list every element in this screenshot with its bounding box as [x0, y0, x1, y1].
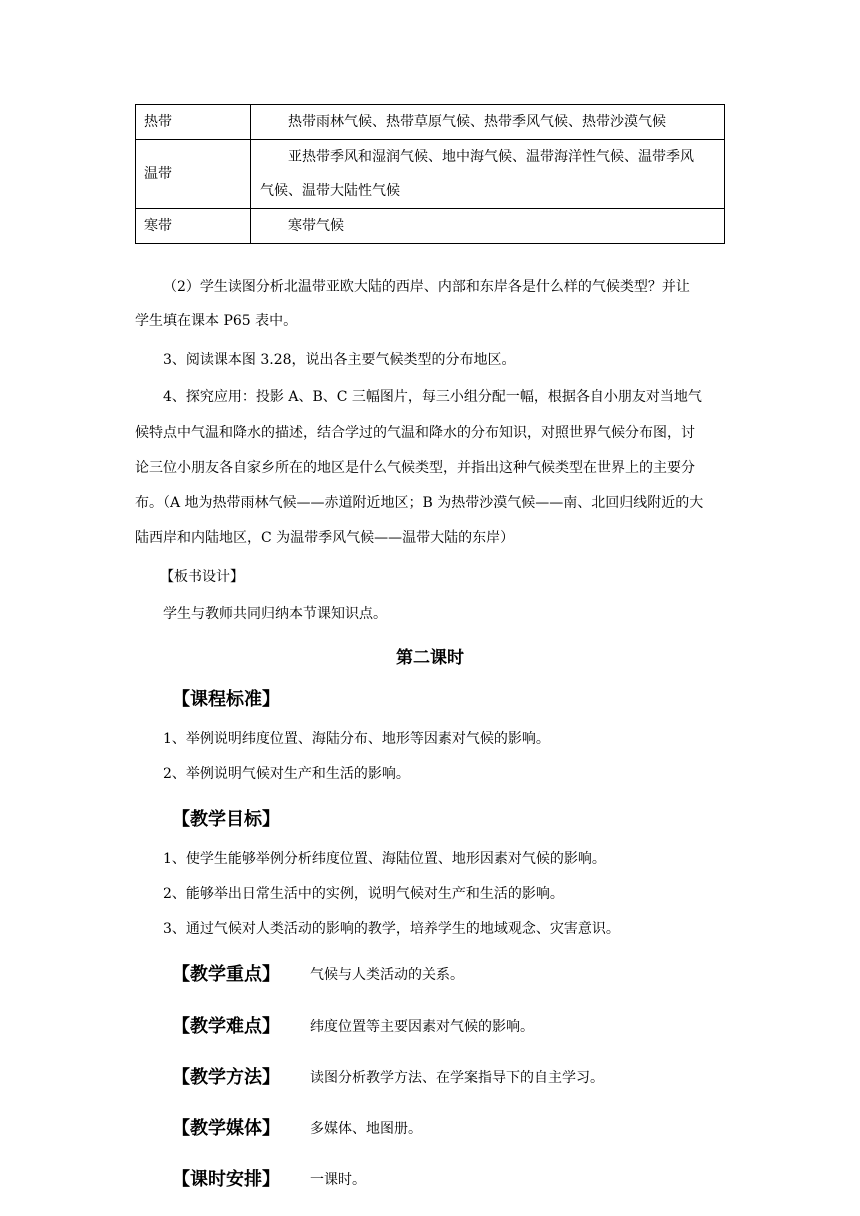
climate-types-text: 热带雨林气候、热带草原气候、热带季风气候、热带沙漠气候 — [288, 114, 666, 130]
lesson-title: 第二课时 — [396, 648, 464, 668]
paragraph-line: 论三位小朋友各自家乡所在的地区是什么气候类型，并指出这种气候类型在世界上的主要分 — [135, 460, 695, 476]
paragraph-line: 布。（A 地为热带雨林气候——赤道附近地区；B 为热带沙漠气候——南、北回归线附近的大 — [135, 495, 704, 511]
paragraph-line: 3、阅读课本图 3.28，说出各主要气候类型的分布地区。 — [163, 352, 516, 368]
board-design-title: 【板书设计】 — [160, 569, 244, 585]
list-item: 2、举例说明气候对生产和生活的影响。 — [163, 766, 410, 782]
section-value: 纬度位置等主要因素对气候的影响。 — [310, 1019, 534, 1035]
section-title: 【教学媒体】 — [172, 1118, 280, 1139]
section-title: 【教学重点】 — [172, 964, 280, 985]
zone-cell: 热带 — [136, 105, 251, 140]
list-item: 1、使学生能够举例分析纬度位置、海陆位置、地形因素对气候的影响。 — [163, 851, 606, 867]
climate-types-cell — [251, 105, 725, 140]
section-value: 多媒体、地图册。 — [310, 1121, 422, 1137]
section-value: 读图分析教学方法、在学案指导下的自主学习。 — [310, 1070, 604, 1086]
climate-types-cell — [251, 140, 725, 209]
list-item: 2、能够举出日常生活中的实例，说明气候对生产和生活的影响。 — [163, 886, 564, 902]
climate-types-text: 亚热带季风和湿润气候、地中海气候、温带海洋性气候、温带季风 — [288, 149, 694, 165]
zone-cell: 寒带 — [136, 209, 251, 244]
section-title: 【课程标准】 — [172, 689, 280, 710]
section-title: 【教学目标】 — [172, 809, 280, 830]
section-title: 【教学方法】 — [172, 1067, 280, 1088]
paragraph-line: 陆西岸和内陆地区，C 为温带季风气候——温带大陆的东岸） — [135, 530, 515, 546]
section-value: 一课时。 — [310, 1172, 366, 1188]
paragraph-line: （2）学生读图分析北温带亚欧大陆的西岸、内部和东岸各是什么样的气候类型？并让 — [163, 279, 690, 295]
section-title: 【课时安排】 — [172, 1169, 280, 1190]
table-row — [136, 140, 725, 209]
list-item: 1、举例说明纬度位置、海陆分布、地形等因素对气候的影响。 — [163, 731, 550, 747]
climate-types-cell — [251, 209, 725, 244]
climate-types-text: 气候、温带大陆性气候 — [260, 183, 400, 199]
zone-cell: 温带 — [136, 140, 251, 209]
climate-zone-table — [135, 104, 725, 244]
section-value: 气候与人类活动的关系。 — [310, 967, 464, 983]
climate-types-text: 寒带气候 — [288, 218, 344, 234]
paragraph-line: 候特点中气温和降水的描述，结合学过的气温和降水的分布知识，对照世界气候分布图，讨 — [135, 425, 695, 441]
table-row — [136, 209, 725, 244]
table-row — [136, 105, 725, 140]
paragraph-line: 4、探究应用：投影 A、B、C 三幅图片，每三小组分配一幅，根据各自小朋友对当地气 — [163, 389, 702, 405]
section-title: 【教学难点】 — [172, 1016, 280, 1037]
paragraph-line: 学生填在课本 P65 表中。 — [135, 313, 298, 329]
paragraph-line: 学生与教师共同归纳本节课知识点。 — [163, 606, 387, 622]
list-item: 3、通过气候对人类活动的影响的教学，培养学生的地域观念、灾害意识。 — [163, 921, 620, 937]
